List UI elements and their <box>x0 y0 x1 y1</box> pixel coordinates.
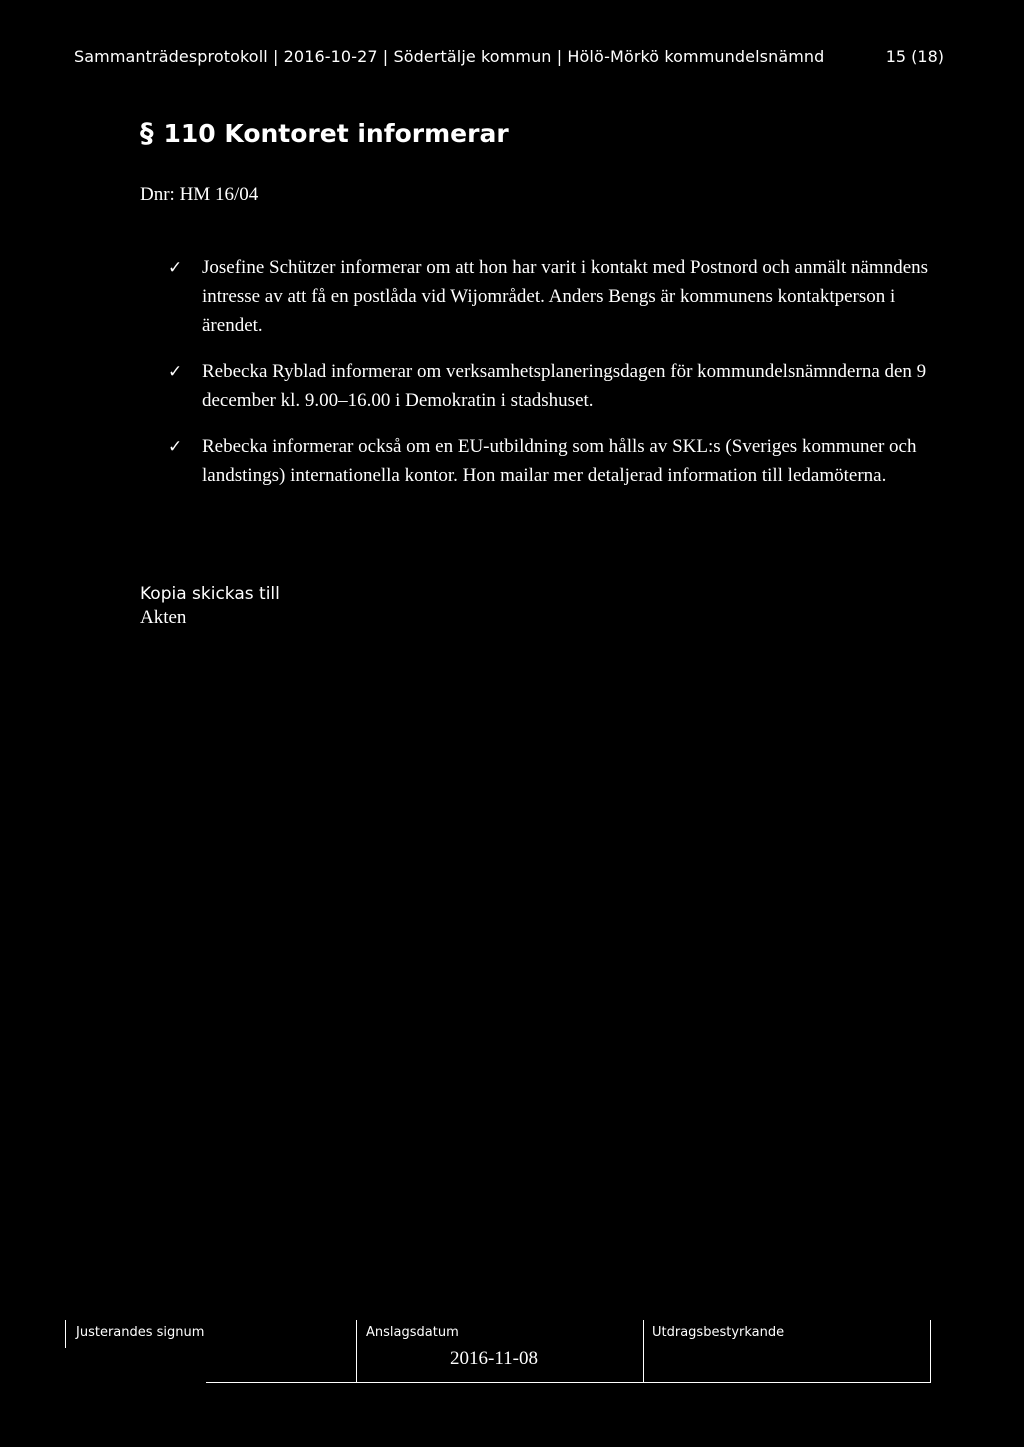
footer-baseline <box>206 1382 931 1383</box>
signum-label: Justerandes signum <box>76 1325 205 1340</box>
posting-date-label: Anslagsdatum <box>366 1325 459 1340</box>
footer-divider <box>930 1320 931 1382</box>
footer-divider <box>65 1320 66 1348</box>
list-item-text: Rebecka informerar också om en EU-utbildning som hålls av SKL:s (Sveriges kommuner och landstings) internationella kontor. Hon mailar mer detaljerad information till ledamöterna. <box>202 436 917 486</box>
checkmark-icon: ✓ <box>168 437 183 456</box>
copy-recipients-value: Akten <box>140 607 187 628</box>
footer-divider <box>356 1320 357 1382</box>
diary-number: Dnr: HM 16/04 <box>140 184 259 205</box>
posting-date: 2016-11-08 <box>450 1348 538 1369</box>
information-list <box>168 253 948 507</box>
document-header: Sammanträdesprotokoll | 2016-10-27 | Södertälje kommun | Hölö-Mörkö kommundelsnämnd <box>74 47 825 66</box>
list-item-text: Josefine Schützer informerar om att hon har varit i kontakt med Postnord och anmält nämndens intresse av att få en postlåda vid Wijområdet. Anders Bengs är kommunens kontaktperson i ärendet. <box>202 257 929 336</box>
list-item <box>168 432 948 490</box>
copy-recipients-label: Kopia skickas till <box>140 584 280 604</box>
checkmark-icon: ✓ <box>168 258 183 277</box>
list-item <box>168 357 948 415</box>
section-heading <box>140 118 509 149</box>
page-number: 15 (18) <box>885 47 944 66</box>
list-item <box>168 253 948 340</box>
extract-certification-label: Utdragsbestyrkande <box>652 1325 785 1340</box>
section-sign: § <box>140 118 154 149</box>
list-item-text: Rebecka Ryblad informerar om verksamhetsplaneringsdagen för kommundelsnämnderna den 9 december kl. 9.00–16.00 i Demokratin i stadshuset. <box>202 361 927 411</box>
signature-footer <box>0 1310 1024 1400</box>
footer-divider <box>643 1320 644 1382</box>
checkmark-icon: ✓ <box>168 362 183 381</box>
section-title: 110 Kontoret informerar <box>163 119 509 148</box>
